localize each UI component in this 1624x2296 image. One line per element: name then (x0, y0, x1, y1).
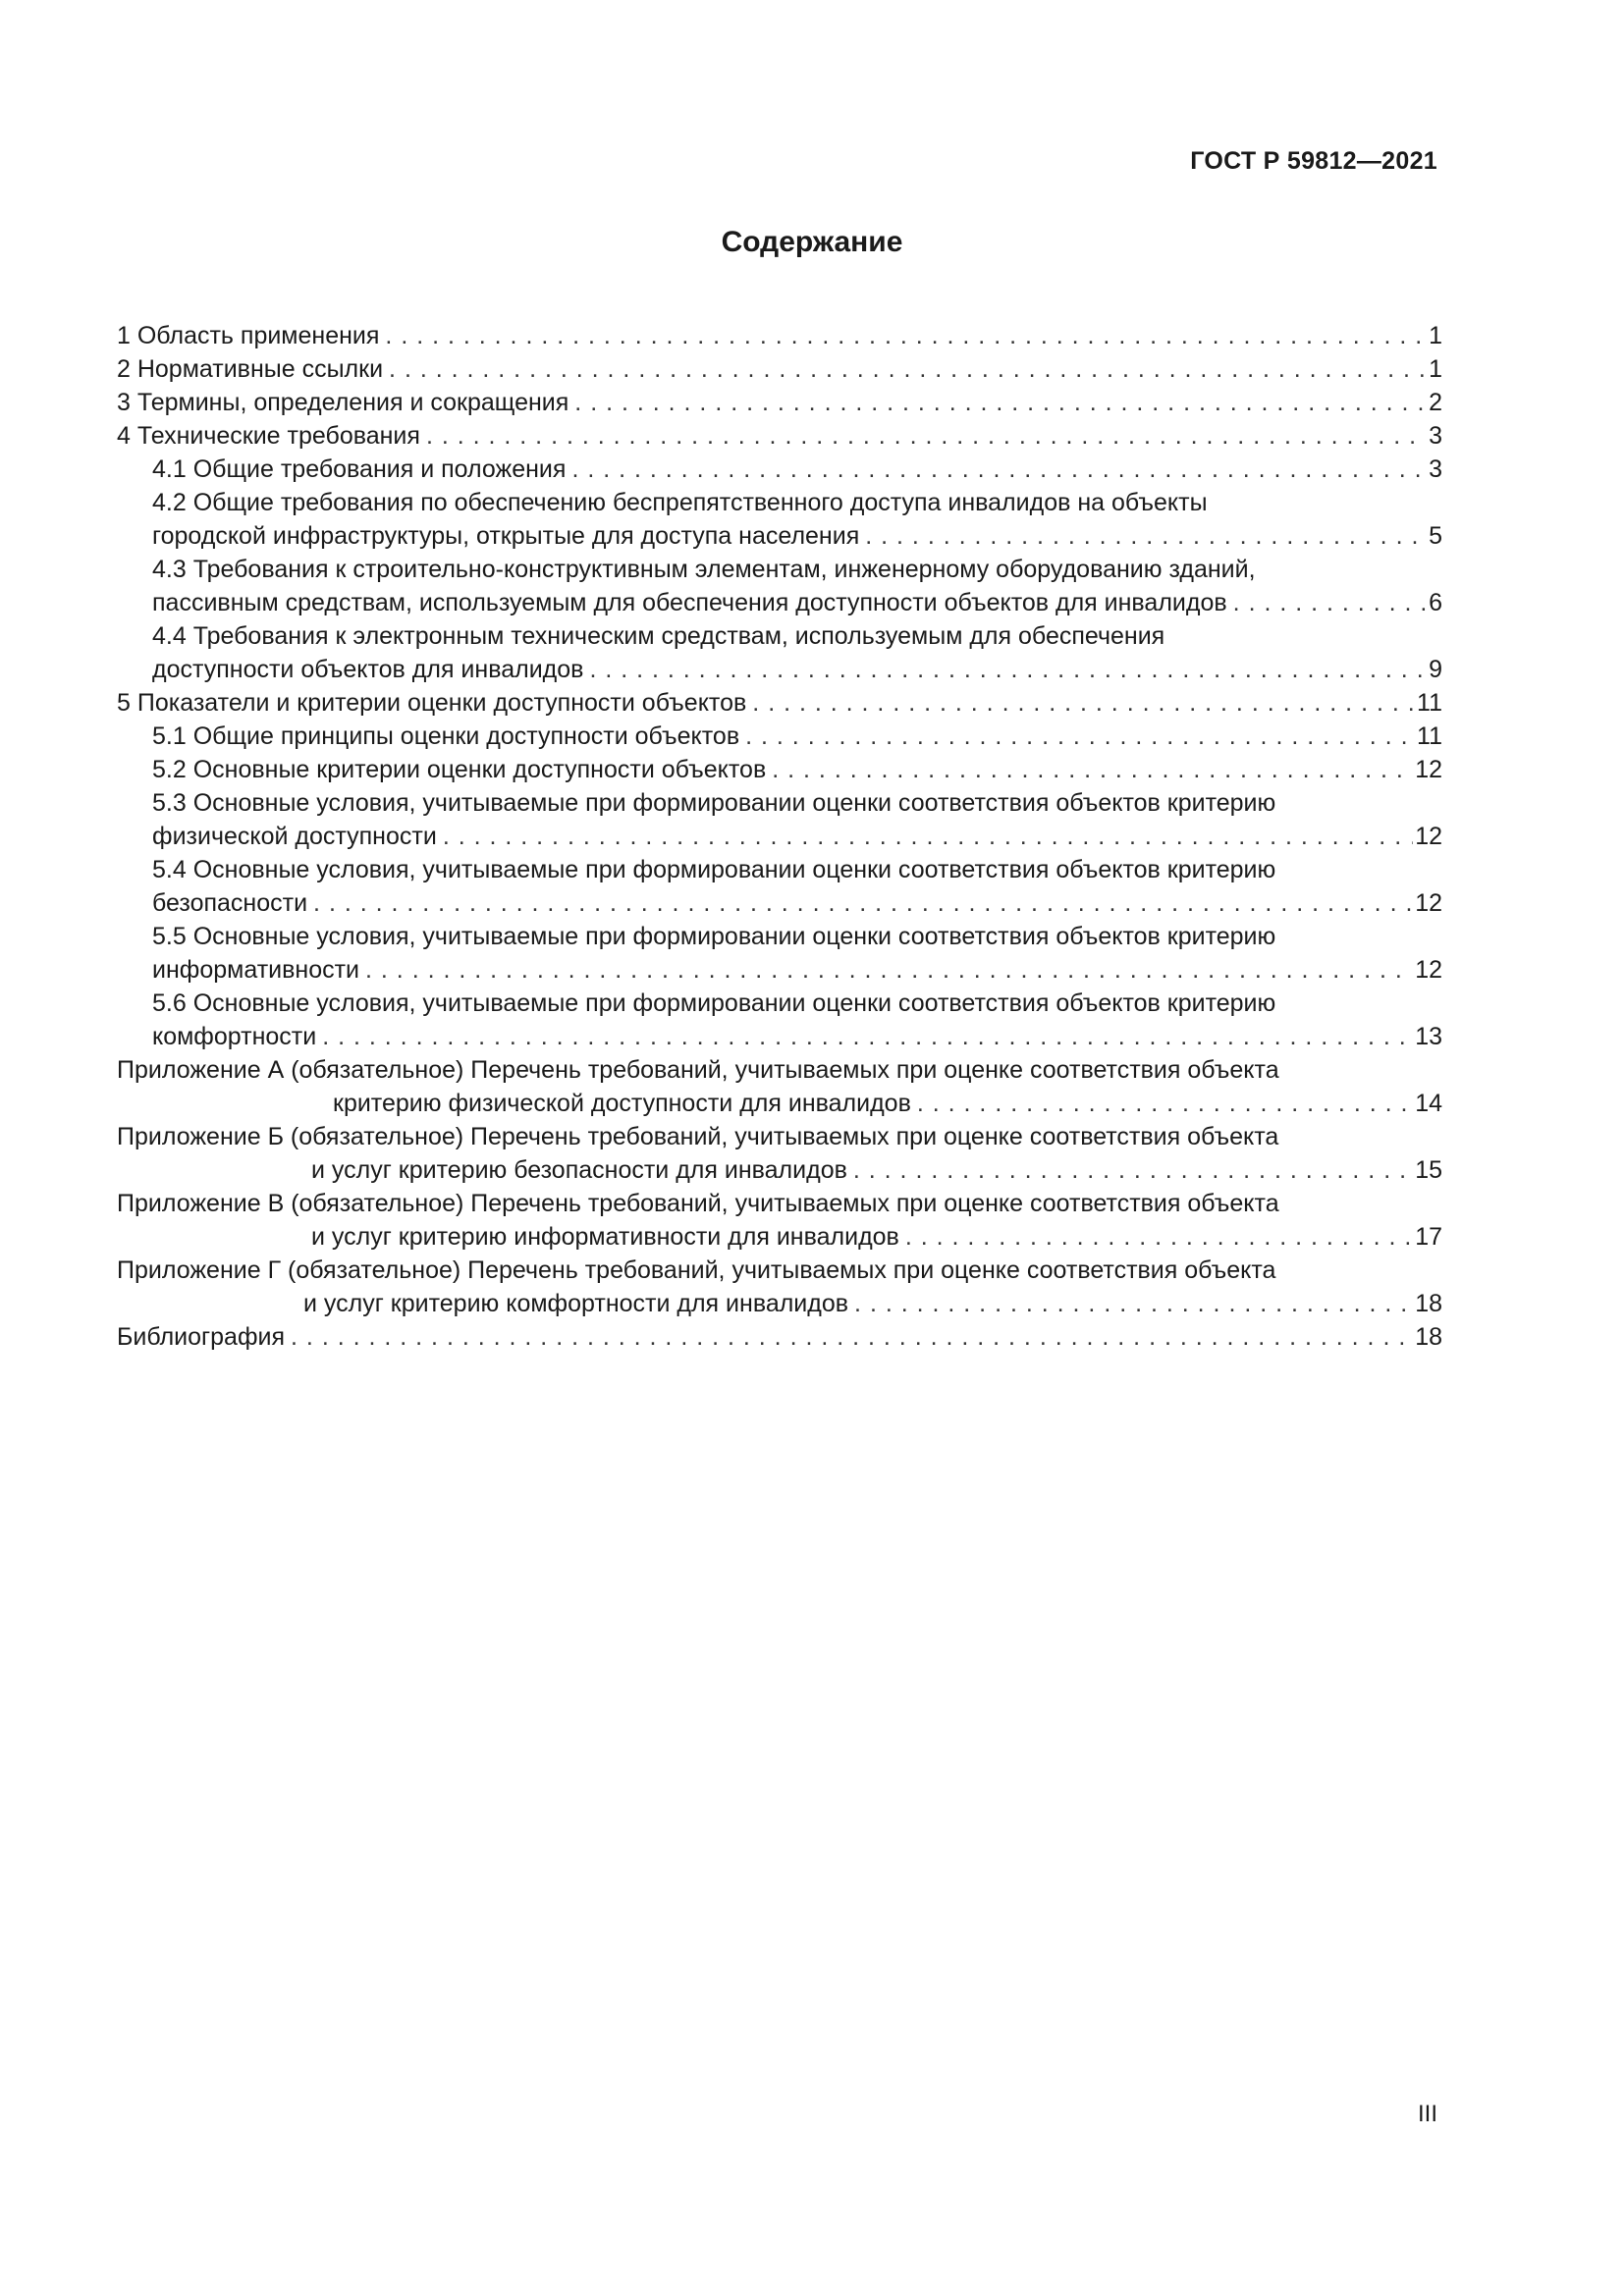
toc-entry-title: пассивным средствам, используемым для обеспечения доступности объектов для инвалидов (152, 589, 1227, 616)
toc-entry-title: 4.3 Требования к строительно-конструктивным элементам, инженерному оборудованию зданий, (152, 556, 1256, 583)
toc-page-number: 6 (1429, 589, 1442, 616)
dot-leader (313, 886, 1413, 920)
dot-leader (854, 1287, 1413, 1320)
toc-entry[interactable] (117, 319, 1442, 352)
dot-leader (905, 1220, 1413, 1254)
document-code-header: ГОСТ Р 59812—2021 (1190, 147, 1437, 175)
toc-entry-title: и услуг критерию информативности для инвалидов (311, 1223, 899, 1251)
toc-entry[interactable] (117, 486, 1442, 553)
toc-entry-title: 5.6 Основные условия, учитываемые при формировании оценки соответствия объектов критерию (152, 989, 1276, 1017)
toc-page-number: 18 (1415, 1323, 1442, 1351)
toc-entry[interactable] (117, 1320, 1442, 1354)
toc-entry-title: 5.5 Основные условия, учитываемые при формировании оценки соответствия объектов критерию (152, 923, 1276, 950)
dot-leader (752, 686, 1415, 720)
dot-leader (589, 653, 1427, 686)
toc-entry-title: физической доступности (152, 823, 437, 850)
table-of-contents (117, 319, 1442, 1354)
toc-page-number: 15 (1415, 1156, 1442, 1184)
toc-entry-title: и услуг критерию безопасности для инвалидов (311, 1156, 847, 1184)
toc-entry-title: Библиография (117, 1323, 286, 1351)
toc-entry-title: Приложение В (обязательное) Перечень требований, учитываемых при оценке соответствия объекта (117, 1190, 1279, 1217)
dot-leader (322, 1020, 1413, 1053)
dot-leader (389, 352, 1427, 386)
toc-entry[interactable] (117, 920, 1442, 987)
toc-entry-title: 4.4 Требования к электронным техническим средствам, используемым для обеспечения (152, 622, 1165, 650)
toc-entry[interactable] (117, 1120, 1442, 1187)
toc-entry-title: 3 Термины, определения и сокращения (117, 389, 569, 416)
dot-leader (443, 820, 1413, 853)
toc-entry-title: 4.1 Общие требования и положения (152, 455, 567, 483)
toc-page-number: 12 (1415, 823, 1442, 850)
toc-entry-title: 4 Технические требования (117, 422, 420, 450)
toc-entry-title: критерию физической доступности для инвалидов (333, 1090, 911, 1117)
toc-entry-title: информативности (152, 956, 360, 984)
toc-entry[interactable] (117, 419, 1442, 453)
toc-page-number: 12 (1415, 956, 1442, 984)
toc-entry-title: безопасности (152, 889, 308, 917)
toc-entry-title: городской инфраструктуры, открытые для доступа населения (152, 522, 860, 550)
toc-entry[interactable] (117, 1187, 1442, 1254)
dot-leader (1233, 586, 1427, 619)
toc-entry-title: 2 Нормативные ссылки (117, 355, 384, 383)
toc-page-number: 5 (1429, 522, 1442, 550)
toc-page-number: 13 (1415, 1023, 1442, 1050)
toc-page-number: 9 (1429, 656, 1442, 683)
toc-page-number: 12 (1415, 889, 1442, 917)
toc-entry-title: 5.2 Основные критерии оценки доступности объектов (152, 756, 767, 783)
toc-entry-title: 5.4 Основные условия, учитываемые при формировании оценки соответствия объектов критерию (152, 856, 1276, 883)
toc-entry[interactable] (117, 720, 1442, 753)
toc-entry-title: 1 Область применения (117, 322, 380, 349)
toc-page-number: 11 (1417, 689, 1442, 717)
dot-leader (853, 1153, 1413, 1187)
toc-entry[interactable] (117, 853, 1442, 920)
toc-entry[interactable] (117, 686, 1442, 720)
toc-entry[interactable] (117, 619, 1442, 686)
dot-leader (571, 453, 1427, 486)
toc-entry-title: Приложение Б (обязательное) Перечень требований, учитываемых при оценке соответствия объекта (117, 1123, 1279, 1150)
toc-entry-title: Приложение А (обязательное) Перечень требований, учитываемых при оценке соответствия объекта (117, 1056, 1279, 1084)
toc-page-number: 3 (1429, 455, 1442, 483)
toc-page-number: 14 (1415, 1090, 1442, 1117)
page-title: Содержание (721, 226, 903, 258)
toc-entry[interactable] (117, 453, 1442, 486)
toc-page-number: 17 (1415, 1223, 1442, 1251)
toc-entry[interactable] (117, 553, 1442, 619)
toc-entry[interactable] (117, 987, 1442, 1053)
toc-entry-title: и услуг критерию комфортности для инвалидов (303, 1290, 849, 1317)
toc-entry-title: 4.2 Общие требования по обеспечению беспрепятственного доступа инвалидов на объекты (152, 489, 1208, 516)
toc-entry[interactable] (117, 1254, 1442, 1320)
toc-entry[interactable] (117, 753, 1442, 786)
toc-entry-title: доступности объектов для инвалидов (152, 656, 584, 683)
dot-leader (574, 386, 1427, 419)
toc-page-number: 2 (1429, 389, 1442, 416)
toc-page-number: 1 (1429, 355, 1442, 383)
toc-entry[interactable] (117, 1053, 1442, 1120)
dot-leader (865, 519, 1427, 553)
toc-entry[interactable] (117, 386, 1442, 419)
toc-entry[interactable] (117, 352, 1442, 386)
toc-page-number: 3 (1429, 422, 1442, 450)
toc-entry-title: Приложение Г (обязательное) Перечень требований, учитываемых при оценке соответствия объекта (117, 1256, 1276, 1284)
toc-entry-title: комфортности (152, 1023, 317, 1050)
toc-page-number: 1 (1429, 322, 1442, 349)
dot-leader (291, 1320, 1413, 1354)
dot-leader (385, 319, 1427, 352)
dot-leader (772, 753, 1413, 786)
toc-entry-title: 5.3 Основные условия, учитываемые при формировании оценки соответствия объектов критерию (152, 789, 1276, 817)
dot-leader (426, 419, 1427, 453)
dot-leader (745, 720, 1415, 753)
toc-entry-title: 5 Показатели и критерии оценки доступности объектов (117, 689, 747, 717)
toc-entry-title: 5.1 Общие принципы оценки доступности объектов (152, 722, 740, 750)
toc-page-number: 18 (1415, 1290, 1442, 1317)
page-number: III (1417, 2101, 1437, 2127)
toc-page-number: 11 (1417, 722, 1442, 750)
toc-page-number: 12 (1415, 756, 1442, 783)
toc-entry[interactable] (117, 786, 1442, 853)
dot-leader (365, 953, 1413, 987)
dot-leader (917, 1087, 1413, 1120)
